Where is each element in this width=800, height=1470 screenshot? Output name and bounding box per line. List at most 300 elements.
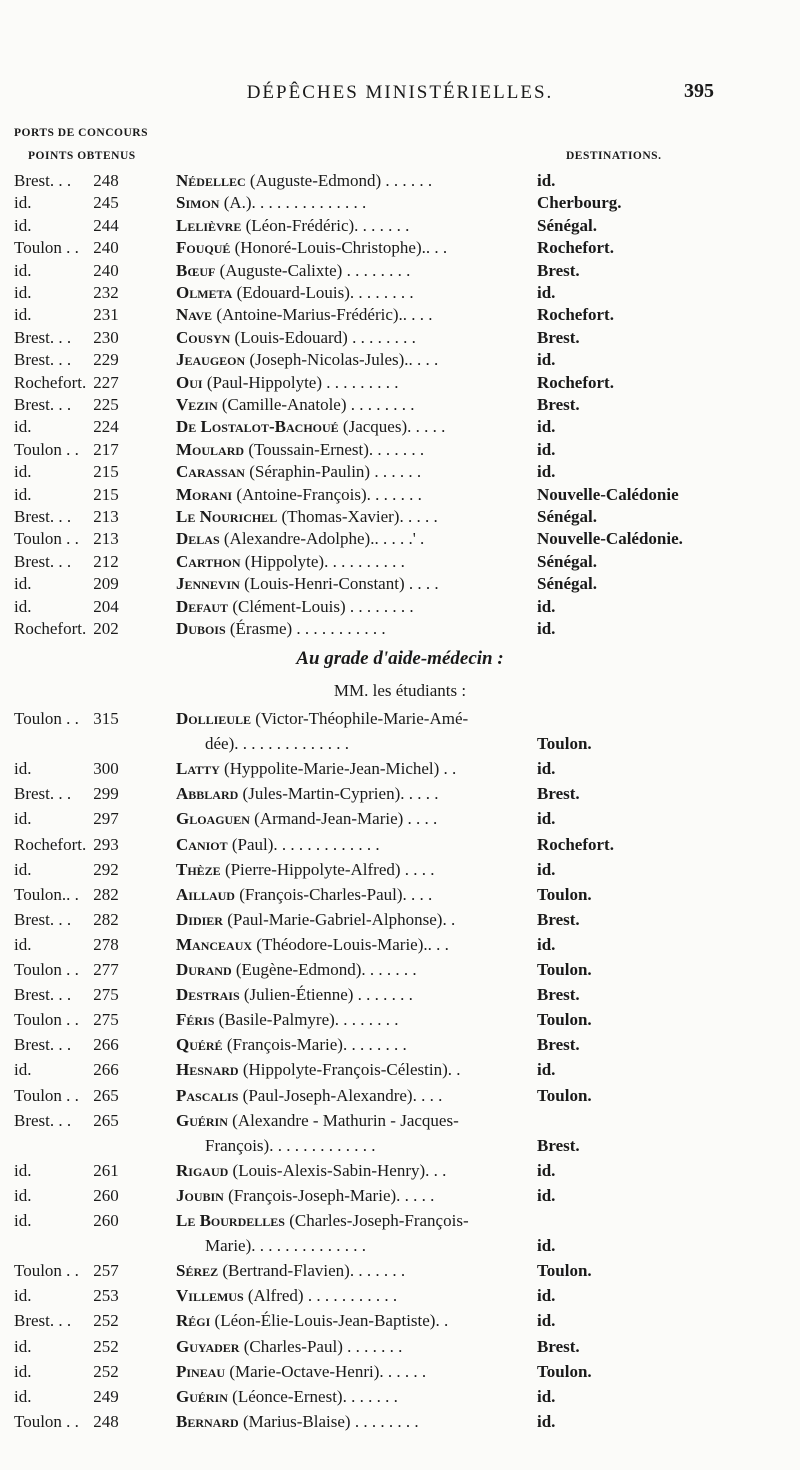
surname: Le Bourdelles: [176, 1211, 285, 1230]
destination-cell: id.: [537, 596, 556, 616]
given-names: (Paul-Marie-Gabriel-Alphonse). .: [222, 909, 456, 929]
surname: Sérez: [176, 1261, 219, 1281]
given-names: (Érasme) . . . . . . . . . . .: [225, 619, 386, 638]
port-cell: id.: [14, 1211, 32, 1230]
list-item: [0, 1160, 800, 1182]
points-cell: 261: [93, 1160, 119, 1180]
list-item: [0, 439, 800, 461]
name-cell: [176, 596, 414, 618]
list-item: [0, 192, 800, 214]
points-cell: 252: [93, 1311, 119, 1331]
port-cell: id.: [14, 759, 32, 779]
list-item: [0, 394, 800, 416]
points-cell: 266: [93, 1060, 119, 1080]
name-cell: [176, 1110, 459, 1132]
destination-cell: Toulon.: [537, 1010, 592, 1030]
list-item: [0, 1361, 800, 1383]
port-cell: Brest. . .: [14, 985, 72, 1005]
name-cell: [176, 439, 424, 461]
points-cell: 240: [93, 260, 119, 280]
destination-cell: Brest.: [537, 1336, 580, 1356]
port-cell: Brest. . .: [14, 171, 72, 190]
list-item: [0, 934, 800, 956]
port-cell: Toulon.. .: [14, 884, 79, 904]
name-cell: [176, 372, 399, 394]
surname: Nédellec: [176, 171, 246, 190]
port-cell: Toulon . .: [14, 709, 79, 728]
name-cell: [176, 551, 405, 573]
port-cell: id.: [14, 1361, 32, 1381]
name-cell: [176, 909, 455, 931]
given-names: (Edouard-Louis). . . . . . . .: [232, 283, 414, 302]
surname: Vezin: [176, 395, 218, 414]
points-cell: 257: [93, 1261, 119, 1281]
surname: Carthon: [176, 551, 241, 571]
points-cell: 209: [93, 574, 119, 594]
points-cell: 248: [93, 1411, 119, 1431]
name-cell: [176, 1336, 402, 1358]
given-names: (Louis-Edouard) . . . . . . . .: [230, 327, 416, 347]
name-cell: [176, 192, 366, 214]
destination-cell: id.: [537, 1286, 556, 1306]
given-names: (Hippolyte). . . . . . . . . .: [240, 551, 405, 571]
list-item: [0, 1009, 800, 1031]
surname: Aillaud: [176, 884, 235, 904]
list-item: [0, 1210, 800, 1232]
section-heading: Au grade d'aide-médecin :: [296, 648, 504, 669]
list-item: [0, 416, 800, 438]
surname: Joubin: [176, 1185, 224, 1205]
list-item: [0, 1310, 800, 1332]
surname: Féris: [176, 1010, 215, 1030]
surname: Olmeta: [176, 283, 233, 302]
name-cell: [176, 528, 424, 550]
destination-cell: id.: [537, 1060, 556, 1080]
port-cell: Toulon . .: [14, 238, 79, 258]
given-names: (Victor-Théophile-Marie-Amé-: [250, 709, 469, 728]
surname: Morani: [176, 484, 233, 504]
name-cell: [176, 237, 447, 259]
surname: Latty: [176, 759, 220, 779]
surname: Defaut: [176, 596, 229, 616]
points-cell: 275: [93, 985, 119, 1005]
name-cell: [176, 170, 432, 192]
list-item: [0, 1260, 800, 1282]
surname: Le Nourichel: [176, 507, 278, 526]
list-item: [0, 758, 800, 780]
page-title: DÉPÊCHES MINISTÉRIELLES.: [246, 82, 554, 103]
list-item: [0, 596, 800, 618]
list-item: [0, 834, 800, 856]
given-names: (Antoine-Marius-Frédéric).. . . .: [212, 305, 433, 325]
port-cell: id.: [14, 809, 32, 829]
list-item: [0, 484, 800, 506]
destination-cell: id.: [537, 417, 556, 437]
given-names: (Bertrand-Flavien). . . . . . .: [218, 1261, 406, 1281]
destination-cell: Brest.: [537, 395, 580, 414]
surname: Quéré: [176, 1035, 223, 1055]
name-cell: [176, 1386, 398, 1408]
surname: Guérin: [176, 1110, 228, 1130]
destination-cell: Rochefort.: [537, 238, 614, 258]
given-names: (A.). . . . . . . . . . . . . .: [219, 193, 367, 213]
name-cell: [176, 1059, 460, 1081]
port-cell: id.: [14, 859, 32, 879]
name-cell: [176, 884, 432, 906]
page-number: 395: [684, 80, 714, 102]
list-item: [0, 1285, 800, 1307]
points-cell: 266: [93, 1035, 119, 1055]
port-cell: Toulon . .: [14, 439, 79, 459]
list-item: [0, 1185, 800, 1207]
name-cell: [176, 1085, 442, 1107]
list-item: [0, 1085, 800, 1107]
surname: Régi: [176, 1311, 211, 1331]
name-cell: [176, 1009, 399, 1031]
destination-cell: Toulon.: [537, 734, 592, 754]
destination-cell: id.: [537, 1386, 556, 1406]
list-item: [0, 282, 800, 304]
surname: Lelièvre: [176, 215, 242, 235]
name-cell: [176, 984, 413, 1006]
destination-cell: Brest.: [537, 985, 580, 1005]
port-cell: Brest. . .: [14, 507, 72, 526]
name-cell: [176, 1361, 426, 1383]
points-cell: 202: [93, 619, 119, 638]
name-cell: [176, 1034, 407, 1056]
list-item: [0, 237, 800, 259]
given-names: (Basile-Palmyre). . . . . . . .: [214, 1010, 399, 1030]
port-cell: id.: [14, 1185, 32, 1205]
port-cell: id.: [14, 934, 32, 954]
given-names: (François-Charles-Paul). . . .: [234, 884, 433, 904]
port-cell: id.: [14, 193, 32, 213]
points-cell: 282: [93, 909, 119, 929]
surname: Caniot: [176, 834, 228, 854]
port-cell: Rochefort.: [14, 834, 87, 854]
surname: Delas: [176, 529, 220, 549]
surname: Pascalis: [176, 1085, 239, 1105]
destination-cell: id.: [537, 350, 556, 370]
destination-cell: Brest.: [537, 260, 580, 280]
destination-cell: Cherbourg.: [537, 193, 622, 213]
destination-cell: Brest.: [537, 1035, 580, 1055]
given-names: François). . . . . . . . . . . . .: [205, 1135, 376, 1155]
surname: Moulard: [176, 439, 245, 459]
port-cell: Toulon . .: [14, 1085, 79, 1105]
points-cell: 248: [93, 171, 119, 190]
given-names: (Jacques). . . . .: [338, 417, 446, 437]
list-item: [0, 1110, 800, 1132]
surname: Simon: [176, 193, 220, 213]
destination-cell: id.: [537, 462, 556, 482]
name-cell: [176, 618, 386, 640]
given-names: Marie). . . . . . . . . . . . . .: [205, 1236, 367, 1256]
name-cell: [176, 959, 417, 981]
points-cell: 229: [93, 350, 119, 370]
list-item: [0, 304, 800, 326]
surname: Jennevin: [176, 574, 240, 594]
list-item: [0, 461, 800, 483]
destination-cell: Brest.: [537, 327, 580, 347]
column-header-destinations: DESTINATIONS.: [566, 150, 662, 162]
given-names: (Jules-Martin-Cyprien). . . . .: [238, 784, 439, 804]
given-names: (Léonce-Ernest). . . . . . .: [227, 1386, 398, 1406]
destination-cell: id.: [537, 1411, 556, 1431]
destination-cell: Brest.: [537, 784, 580, 804]
port-cell: Brest. . .: [14, 551, 72, 571]
given-names: (Alexandre - Mathurin - Jacques-: [227, 1110, 459, 1130]
points-cell: 275: [93, 1010, 119, 1030]
points-cell: 252: [93, 1361, 119, 1381]
list-item: [0, 984, 800, 1006]
port-cell: Toulon . .: [14, 529, 79, 549]
given-names: (Thomas-Xavier). . . . .: [277, 507, 438, 526]
port-cell: id.: [14, 462, 32, 482]
destination-cell: Sénégal.: [537, 551, 597, 571]
destination-cell: Brest.: [537, 909, 580, 929]
list-item: [0, 733, 800, 755]
destination-cell: id.: [537, 1185, 556, 1205]
name-cell: [176, 304, 433, 326]
name-cell: [176, 484, 422, 506]
list-item: [0, 808, 800, 830]
name-cell: [176, 1185, 434, 1207]
list-item: [0, 959, 800, 981]
given-names: (Séraphin-Paulin) . . . . . .: [244, 462, 422, 482]
points-cell: 215: [93, 484, 119, 504]
name-cell: [176, 1310, 448, 1332]
name-cell: [205, 1135, 375, 1157]
list-item: [0, 1336, 800, 1358]
surname: Manceaux: [176, 934, 253, 954]
points-cell: 232: [93, 283, 119, 302]
destination-cell: id.: [537, 439, 556, 459]
destination-cell: Rochefort.: [537, 305, 614, 325]
given-names: (Honoré-Louis-Christophe).. . .: [230, 238, 448, 258]
surname: Carassan: [176, 462, 245, 482]
port-cell: Brest. . .: [14, 909, 72, 929]
list-item: [0, 573, 800, 595]
name-cell: [205, 733, 349, 755]
section-subheading: MM. les étudiants :: [333, 681, 467, 700]
list-item: [0, 1135, 800, 1157]
surname: Gloaguen: [176, 809, 250, 829]
points-cell: 293: [93, 834, 119, 854]
port-cell: id.: [14, 417, 32, 437]
name-cell: [176, 461, 421, 483]
given-names: (Eugène-Edmond). . . . . . .: [231, 960, 417, 979]
surname: Guérin: [176, 1386, 228, 1406]
port-cell: id.: [14, 1336, 32, 1356]
list-item: [0, 884, 800, 906]
given-names: (Julien-Étienne) . . . . . . .: [239, 985, 413, 1005]
name-cell: [176, 394, 415, 416]
surname: Thèze: [176, 859, 221, 879]
port-cell: id.: [14, 484, 32, 504]
surname: Dubois: [176, 619, 226, 638]
list-item: [0, 260, 800, 282]
given-names: (Charles-Joseph-François-: [284, 1211, 469, 1230]
points-cell: 265: [93, 1085, 119, 1105]
surname: Jeaugeon: [176, 350, 246, 370]
port-cell: Toulon . .: [14, 1010, 79, 1030]
name-cell: [176, 1160, 446, 1182]
destination-cell: Nouvelle-Calédonie.: [537, 529, 683, 549]
destination-cell: Sénégal.: [537, 215, 597, 235]
given-names: (François-Marie). . . . . . . .: [222, 1035, 407, 1055]
name-cell: [176, 783, 438, 805]
points-cell: 315: [93, 709, 119, 728]
destination-cell: Toulon.: [537, 1085, 592, 1105]
list-item: [0, 528, 800, 550]
list-item: [0, 349, 800, 371]
points-cell: 212: [93, 551, 119, 571]
surname: Durand: [176, 960, 232, 979]
port-cell: Brest. . .: [14, 350, 72, 370]
given-names: (Clément-Louis) . . . . . . . .: [228, 596, 414, 616]
given-names: (Auguste-Calixte) . . . . . . . .: [215, 260, 411, 280]
column-header-points: POINTS OBTENUS: [28, 150, 136, 162]
surname: De Lostalot-Bachoué: [176, 417, 339, 437]
given-names: (Antoine-François). . . . . . .: [232, 484, 422, 504]
name-cell: [176, 1260, 405, 1282]
destination-cell: id.: [537, 1236, 556, 1256]
name-cell: [176, 416, 445, 438]
points-cell: 245: [93, 193, 119, 213]
destination-cell: Sénégal.: [537, 507, 597, 526]
points-cell: 292: [93, 859, 119, 879]
given-names: (Léon-Élie-Louis-Jean-Baptiste). .: [210, 1311, 449, 1331]
surname: Villemus: [176, 1286, 244, 1306]
points-cell: 230: [93, 327, 119, 347]
name-cell: [176, 808, 437, 830]
surname: Rigaud: [176, 1160, 229, 1180]
points-cell: 240: [93, 238, 119, 258]
name-cell: [176, 349, 438, 371]
given-names: (Théodore-Louis-Marie).. . .: [252, 934, 449, 954]
given-names: (Armand-Jean-Marie) . . . .: [249, 809, 438, 829]
port-cell: id.: [14, 1286, 32, 1306]
destination-cell: id.: [537, 1311, 556, 1331]
port-cell: id.: [14, 1386, 32, 1406]
list-item: [0, 1386, 800, 1408]
destination-cell: id.: [537, 619, 556, 638]
given-names: (Louis-Henri-Constant) . . . .: [239, 574, 439, 594]
port-cell: Brest. . .: [14, 784, 72, 804]
points-cell: 300: [93, 759, 119, 779]
points-cell: 217: [93, 439, 119, 459]
list-item: [0, 783, 800, 805]
name-cell: [176, 1285, 397, 1307]
given-names: (Alexandre-Adolphe).. . . . .' .: [219, 529, 425, 549]
surname: Didier: [176, 909, 223, 929]
points-cell: 244: [93, 215, 119, 235]
destination-cell: Rochefort.: [537, 372, 614, 392]
destination-cell: Toulon.: [537, 884, 592, 904]
name-cell: [205, 1235, 366, 1257]
destination-cell: id.: [537, 283, 556, 302]
destination-cell: id.: [537, 934, 556, 954]
given-names: (Camille-Anatole) . . . . . . . .: [217, 395, 415, 414]
port-cell: Brest. . .: [14, 1035, 72, 1055]
given-names: (Alfred) . . . . . . . . . . .: [243, 1286, 398, 1306]
points-cell: 215: [93, 462, 119, 482]
points-cell: 260: [93, 1211, 119, 1230]
list-item: [0, 170, 800, 192]
destination-cell: Toulon.: [537, 1361, 592, 1381]
points-cell: 253: [93, 1286, 119, 1306]
name-cell: [176, 834, 380, 856]
port-cell: id.: [14, 305, 32, 325]
surname: Cousyn: [176, 327, 231, 347]
list-item: [0, 1411, 800, 1433]
surname: Guyader: [176, 1336, 240, 1356]
list-item: [0, 1034, 800, 1056]
points-cell: 265: [93, 1110, 119, 1130]
destination-cell: id.: [537, 759, 556, 779]
list-item: [0, 372, 800, 394]
destination-cell: Sénégal.: [537, 574, 597, 594]
given-names: (Hippolyte-François-Célestin). .: [238, 1060, 461, 1080]
port-cell: Brest. . .: [14, 395, 72, 414]
port-cell: id.: [14, 260, 32, 280]
points-cell: 204: [93, 596, 119, 616]
given-names: (Toussain-Ernest). . . . . . .: [244, 439, 425, 459]
surname: Pineau: [176, 1361, 226, 1381]
points-cell: 231: [93, 305, 119, 325]
name-cell: [176, 708, 468, 730]
points-cell: 249: [93, 1386, 119, 1406]
given-names: (Hyppolite-Marie-Jean-Michel) . .: [219, 759, 457, 779]
points-cell: 224: [93, 417, 119, 437]
given-names: (Paul-Hippolyte) . . . . . . . . .: [202, 372, 399, 392]
points-cell: 252: [93, 1336, 119, 1356]
port-cell: id.: [14, 1060, 32, 1080]
destination-cell: id.: [537, 859, 556, 879]
name-cell: [176, 506, 438, 528]
surname: Fouqué: [176, 238, 231, 258]
points-cell: 278: [93, 934, 119, 954]
port-cell: Toulon . .: [14, 1411, 79, 1431]
destination-cell: Nouvelle-Calédonie: [537, 484, 679, 504]
given-names: (Léon-Frédéric). . . . . . .: [241, 215, 410, 235]
surname: Dollieule: [176, 709, 251, 728]
name-cell: [176, 934, 449, 956]
port-cell: Brest. . .: [14, 327, 72, 347]
points-cell: 297: [93, 809, 119, 829]
given-names: (Joseph-Nicolas-Jules).. . . .: [245, 350, 439, 370]
list-item: [0, 859, 800, 881]
port-cell: id.: [14, 283, 32, 302]
surname: Nave: [176, 305, 213, 325]
name-cell: [176, 1210, 469, 1232]
surname: Hesnard: [176, 1060, 239, 1080]
port-cell: Brest. . .: [14, 1311, 72, 1331]
name-cell: [176, 215, 409, 237]
surname: Destrais: [176, 985, 240, 1005]
points-cell: 260: [93, 1185, 119, 1205]
points-cell: 227: [93, 372, 119, 392]
points-cell: 213: [93, 507, 119, 526]
port-cell: Rochefort.: [14, 619, 87, 638]
port-cell: Toulon . .: [14, 1261, 79, 1281]
name-cell: [176, 327, 416, 349]
list-item: [0, 618, 800, 640]
port-cell: id.: [14, 596, 32, 616]
destination-cell: Brest.: [537, 1135, 580, 1155]
given-names: (Pierre-Hippolyte-Alfred) . . . .: [220, 859, 435, 879]
